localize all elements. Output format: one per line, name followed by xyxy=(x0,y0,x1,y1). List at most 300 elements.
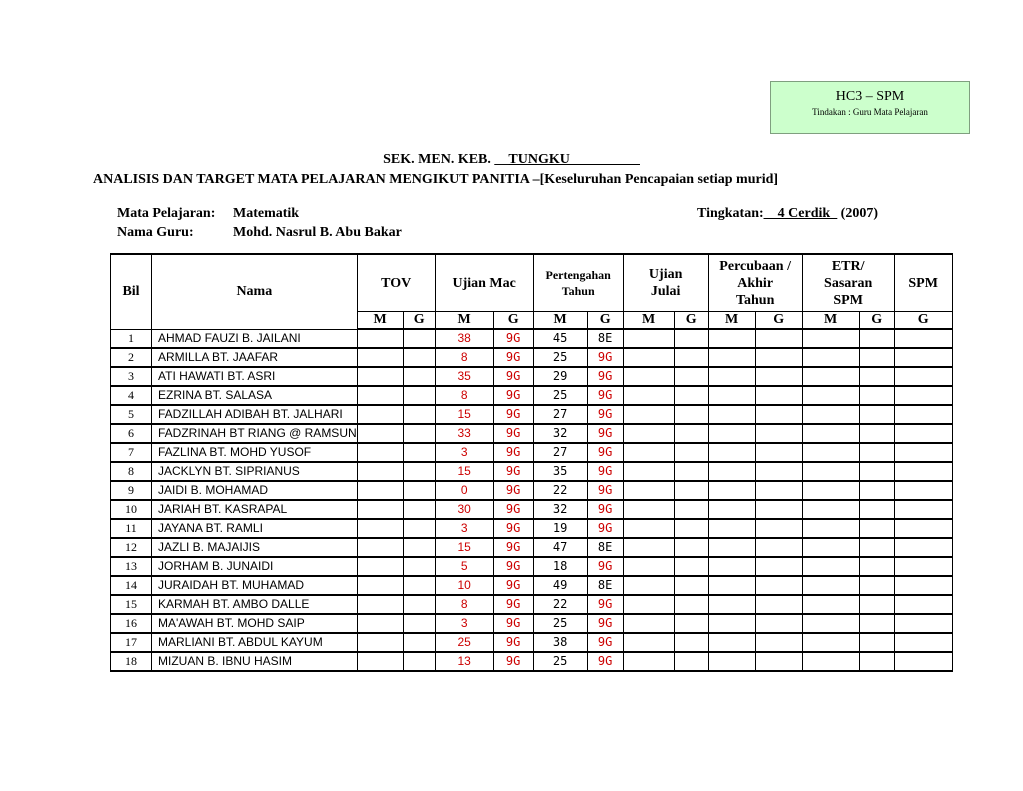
row-etr-m xyxy=(802,367,859,386)
row-pertengahan-m: 25 xyxy=(533,386,587,405)
col-mac-header: Ujian Mac xyxy=(435,254,533,312)
row-mac-m: 0 xyxy=(435,481,493,500)
row-pertengahan-g: 9G xyxy=(587,348,623,367)
row-nama: JAIDI B. MOHAMAD xyxy=(152,481,358,500)
row-tov-m xyxy=(357,367,403,386)
row-tov-m xyxy=(357,329,403,348)
row-mac-g: 9G xyxy=(493,348,533,367)
row-bil: 1 xyxy=(111,329,152,348)
row-nama: JAYANA BT. RAMLI xyxy=(152,519,358,538)
row-bil: 4 xyxy=(111,386,152,405)
row-percubaan-m xyxy=(708,424,755,443)
row-julai-g xyxy=(674,481,708,500)
row-julai-m xyxy=(623,633,674,652)
row-percubaan-m xyxy=(708,538,755,557)
row-nama: JURAIDAH BT. MUHAMAD xyxy=(152,576,358,595)
row-julai-g xyxy=(674,386,708,405)
row-etr-g xyxy=(859,500,894,519)
row-tov-g xyxy=(403,538,435,557)
row-julai-g xyxy=(674,557,708,576)
row-pertengahan-m: 27 xyxy=(533,443,587,462)
row-mac-g: 9G xyxy=(493,652,533,671)
sub-tov-g: G xyxy=(403,312,435,330)
row-spm-g xyxy=(894,595,952,614)
row-nama: ATI HAWATI BT. ASRI xyxy=(152,367,358,386)
row-pertengahan-g: 9G xyxy=(587,614,623,633)
row-etr-m xyxy=(802,500,859,519)
row-julai-m xyxy=(623,348,674,367)
row-etr-m xyxy=(802,576,859,595)
table-row xyxy=(111,443,953,462)
row-mac-g: 9G xyxy=(493,424,533,443)
row-mac-m: 33 xyxy=(435,424,493,443)
row-julai-g xyxy=(674,367,708,386)
row-tov-m xyxy=(357,519,403,538)
row-percubaan-g xyxy=(755,557,802,576)
row-pertengahan-g: 8E xyxy=(587,329,623,348)
row-etr-g xyxy=(859,557,894,576)
row-tov-m xyxy=(357,538,403,557)
row-pertengahan-m: 25 xyxy=(533,348,587,367)
sub-mac-m: M xyxy=(435,312,493,330)
row-pertengahan-g: 9G xyxy=(587,519,623,538)
subject-label: Mata Pelajaran: xyxy=(117,206,216,221)
level-label: Tingkatan: xyxy=(697,206,764,221)
col-bil-header: Bil xyxy=(111,254,152,329)
row-tov-g xyxy=(403,367,435,386)
row-tov-g xyxy=(403,557,435,576)
row-mac-m: 8 xyxy=(435,348,493,367)
row-pertengahan-m: 49 xyxy=(533,576,587,595)
row-percubaan-m xyxy=(708,519,755,538)
col-percubaan-line1: Percubaan / xyxy=(719,258,791,274)
row-pertengahan-m: 25 xyxy=(533,614,587,633)
table-row xyxy=(111,367,953,386)
row-percubaan-g xyxy=(755,443,802,462)
row-mac-m: 3 xyxy=(435,519,493,538)
row-pertengahan-g: 9G xyxy=(587,405,623,424)
row-percubaan-m xyxy=(708,329,755,348)
row-julai-g xyxy=(674,519,708,538)
row-percubaan-m xyxy=(708,443,755,462)
sub-percubaan-m: M xyxy=(708,312,755,330)
row-julai-g xyxy=(674,329,708,348)
row-tov-g xyxy=(403,424,435,443)
table-row xyxy=(111,386,953,405)
col-etr-header xyxy=(802,254,894,312)
row-etr-m xyxy=(802,481,859,500)
row-mac-g: 9G xyxy=(493,367,533,386)
row-percubaan-m xyxy=(708,386,755,405)
row-spm-g xyxy=(894,405,952,424)
row-mac-g: 9G xyxy=(493,538,533,557)
row-spm-g xyxy=(894,329,952,348)
row-etr-m xyxy=(802,538,859,557)
row-etr-m xyxy=(802,614,859,633)
row-julai-m xyxy=(623,405,674,424)
row-percubaan-g xyxy=(755,595,802,614)
row-tov-g xyxy=(403,633,435,652)
row-pertengahan-m: 27 xyxy=(533,405,587,424)
row-spm-g xyxy=(894,386,952,405)
row-tov-g xyxy=(403,519,435,538)
row-pertengahan-g: 9G xyxy=(587,424,623,443)
row-nama: MA'AWAH BT. MOHD SAIP xyxy=(152,614,358,633)
row-percubaan-g xyxy=(755,652,802,671)
row-pertengahan-m: 22 xyxy=(533,481,587,500)
row-percubaan-g xyxy=(755,538,802,557)
row-tov-g xyxy=(403,614,435,633)
sub-pertengahan-m: M xyxy=(533,312,587,330)
row-julai-g xyxy=(674,595,708,614)
row-percubaan-m xyxy=(708,500,755,519)
row-tov-g xyxy=(403,348,435,367)
row-mac-g: 9G xyxy=(493,405,533,424)
row-mac-g: 9G xyxy=(493,614,533,633)
row-spm-g xyxy=(894,633,952,652)
row-pertengahan-g: 9G xyxy=(587,633,623,652)
table-row xyxy=(111,424,953,443)
row-pertengahan-g: 9G xyxy=(587,481,623,500)
row-etr-m xyxy=(802,519,859,538)
row-nama: FAZLINA BT. MOHD YUSOF xyxy=(152,443,358,462)
row-pertengahan-m: 19 xyxy=(533,519,587,538)
row-etr-g xyxy=(859,348,894,367)
row-spm-g xyxy=(894,538,952,557)
row-julai-g xyxy=(674,348,708,367)
row-julai-m xyxy=(623,329,674,348)
col-percubaan-line2: Akhir xyxy=(737,275,774,291)
row-etr-m xyxy=(802,652,859,671)
school-prefix: SEK. MEN. KEB. __ xyxy=(383,152,509,167)
row-pertengahan-g: 9G xyxy=(587,557,623,576)
row-bil: 5 xyxy=(111,405,152,424)
row-mac-g: 9G xyxy=(493,519,533,538)
col-spm-header: SPM xyxy=(894,254,952,312)
row-julai-m xyxy=(623,443,674,462)
form-code-box xyxy=(770,81,970,134)
row-tov-g xyxy=(403,481,435,500)
row-percubaan-m xyxy=(708,405,755,424)
table-row xyxy=(111,538,953,557)
row-mac-m: 15 xyxy=(435,405,493,424)
level-info xyxy=(697,206,878,222)
row-etr-g xyxy=(859,633,894,652)
row-mac-g: 9G xyxy=(493,481,533,500)
row-bil: 16 xyxy=(111,614,152,633)
row-spm-g xyxy=(894,614,952,633)
row-tov-m xyxy=(357,595,403,614)
row-etr-g xyxy=(859,443,894,462)
row-julai-m xyxy=(623,519,674,538)
school-name: TUNGKU__________ xyxy=(508,152,640,167)
row-julai-m xyxy=(623,614,674,633)
row-julai-m xyxy=(623,652,674,671)
row-nama: FADZILLAH ADIBAH BT. JALHARI xyxy=(152,405,358,424)
row-percubaan-g xyxy=(755,614,802,633)
form-code: HC3 – SPM xyxy=(835,89,905,104)
row-mac-m: 38 xyxy=(435,329,493,348)
row-pertengahan-g: 8E xyxy=(587,538,623,557)
table-row xyxy=(111,633,953,652)
row-mac-m: 5 xyxy=(435,557,493,576)
sub-percubaan-g: G xyxy=(755,312,802,330)
row-mac-m: 8 xyxy=(435,595,493,614)
row-bil: 8 xyxy=(111,462,152,481)
row-nama: AHMAD FAUZI B. JAILANI xyxy=(152,329,358,348)
row-julai-g xyxy=(674,405,708,424)
row-nama: MIZUAN B. IBNU HASIM xyxy=(152,652,358,671)
row-pertengahan-g: 9G xyxy=(587,443,623,462)
row-nama: JARIAH BT. KASRAPAL xyxy=(152,500,358,519)
row-tov-m xyxy=(357,614,403,633)
row-tov-g xyxy=(403,462,435,481)
row-tov-m xyxy=(357,462,403,481)
row-etr-g xyxy=(859,329,894,348)
row-bil: 11 xyxy=(111,519,152,538)
row-percubaan-g xyxy=(755,462,802,481)
form-action: Tindakan : Guru Mata Pelajaran xyxy=(812,107,928,117)
row-etr-g xyxy=(859,424,894,443)
row-percubaan-m xyxy=(708,576,755,595)
table-row xyxy=(111,557,953,576)
row-etr-g xyxy=(859,386,894,405)
row-etr-g xyxy=(859,405,894,424)
row-pertengahan-m: 38 xyxy=(533,633,587,652)
row-bil: 6 xyxy=(111,424,152,443)
row-julai-m xyxy=(623,595,674,614)
row-mac-m: 13 xyxy=(435,652,493,671)
row-julai-g xyxy=(674,424,708,443)
row-pertengahan-m: 47 xyxy=(533,538,587,557)
row-mac-g: 9G xyxy=(493,595,533,614)
row-tov-g xyxy=(403,595,435,614)
row-pertengahan-m: 35 xyxy=(533,462,587,481)
row-etr-m xyxy=(802,633,859,652)
row-mac-g: 9G xyxy=(493,576,533,595)
row-percubaan-g xyxy=(755,367,802,386)
row-julai-m xyxy=(623,576,674,595)
row-mac-g: 9G xyxy=(493,443,533,462)
row-bil: 10 xyxy=(111,500,152,519)
row-spm-g xyxy=(894,367,952,386)
row-mac-g: 9G xyxy=(493,500,533,519)
row-julai-g xyxy=(674,500,708,519)
row-julai-g xyxy=(674,462,708,481)
row-percubaan-g xyxy=(755,633,802,652)
row-pertengahan-m: 18 xyxy=(533,557,587,576)
row-mac-g: 9G xyxy=(493,462,533,481)
col-percubaan-line3: Tahun xyxy=(735,292,775,308)
row-percubaan-g xyxy=(755,576,802,595)
row-tov-g xyxy=(403,386,435,405)
row-etr-m xyxy=(802,386,859,405)
row-tov-m xyxy=(357,443,403,462)
row-tov-g xyxy=(403,443,435,462)
row-tov-g xyxy=(403,500,435,519)
sub-pertengahan-g: G xyxy=(587,312,623,330)
col-pertengahan-line2: Tahun xyxy=(561,284,595,298)
row-etr-g xyxy=(859,614,894,633)
row-percubaan-g xyxy=(755,348,802,367)
row-percubaan-m xyxy=(708,481,755,500)
row-mac-m: 15 xyxy=(435,462,493,481)
row-percubaan-m xyxy=(708,462,755,481)
row-percubaan-m xyxy=(708,614,755,633)
school-title xyxy=(0,152,1023,168)
row-pertengahan-g: 9G xyxy=(587,386,623,405)
row-percubaan-m xyxy=(708,367,755,386)
row-pertengahan-m: 32 xyxy=(533,424,587,443)
row-pertengahan-g: 9G xyxy=(587,595,623,614)
row-nama: MARLIANI BT. ABDUL KAYUM xyxy=(152,633,358,652)
row-nama: FADZRINAH BT RIANG @ RAMSUN xyxy=(152,424,358,443)
marks-table xyxy=(110,253,953,672)
row-pertengahan-m: 25 xyxy=(533,652,587,671)
table-row xyxy=(111,500,953,519)
row-spm-g xyxy=(894,500,952,519)
table-row xyxy=(111,614,953,633)
row-etr-g xyxy=(859,519,894,538)
row-pertengahan-m: 45 xyxy=(533,329,587,348)
row-mac-m: 15 xyxy=(435,538,493,557)
row-tov-g xyxy=(403,405,435,424)
row-percubaan-g xyxy=(755,329,802,348)
row-bil: 17 xyxy=(111,633,152,652)
col-percubaan-header xyxy=(708,254,802,312)
row-etr-m xyxy=(802,424,859,443)
teacher-value: Mohd. Nasrul B. Abu Bakar xyxy=(233,225,402,240)
table-row xyxy=(111,405,953,424)
row-pertengahan-m: 29 xyxy=(533,367,587,386)
subject-value: Matematik xyxy=(233,206,300,221)
row-mac-g: 9G xyxy=(493,633,533,652)
row-pertengahan-m: 22 xyxy=(533,595,587,614)
row-etr-m xyxy=(802,557,859,576)
row-etr-m xyxy=(802,405,859,424)
row-tov-m xyxy=(357,576,403,595)
row-percubaan-g xyxy=(755,405,802,424)
row-julai-m xyxy=(623,424,674,443)
row-etr-g xyxy=(859,595,894,614)
sub-etr-g: G xyxy=(859,312,894,330)
marks-table-body xyxy=(111,329,953,671)
row-tov-m xyxy=(357,481,403,500)
col-julai-line2: Julai xyxy=(650,284,681,299)
row-etr-m xyxy=(802,348,859,367)
level-value: __4 Cerdik_ xyxy=(763,206,838,221)
table-row xyxy=(111,595,953,614)
row-mac-m: 25 xyxy=(435,633,493,652)
row-spm-g xyxy=(894,519,952,538)
row-tov-m xyxy=(357,348,403,367)
row-nama: EZRINA BT. SALASA xyxy=(152,386,358,405)
row-bil: 2 xyxy=(111,348,152,367)
row-etr-g xyxy=(859,481,894,500)
row-etr-m xyxy=(802,595,859,614)
row-bil: 12 xyxy=(111,538,152,557)
col-tov-header: TOV xyxy=(357,254,435,312)
row-nama: JAZLI B. MAJAIJIS xyxy=(152,538,358,557)
row-bil: 9 xyxy=(111,481,152,500)
row-julai-m xyxy=(623,500,674,519)
row-etr-g xyxy=(859,652,894,671)
col-etr-line2: Sasaran xyxy=(824,275,873,291)
teacher-label: Nama Guru: xyxy=(117,225,194,240)
col-etr-line3: SPM xyxy=(833,292,863,308)
col-julai-header xyxy=(623,254,708,312)
row-spm-g xyxy=(894,462,952,481)
row-bil: 14 xyxy=(111,576,152,595)
row-percubaan-g xyxy=(755,424,802,443)
row-pertengahan-g: 9G xyxy=(587,500,623,519)
table-row xyxy=(111,348,953,367)
row-mac-g: 9G xyxy=(493,557,533,576)
row-tov-g xyxy=(403,652,435,671)
row-julai-m xyxy=(623,386,674,405)
row-bil: 7 xyxy=(111,443,152,462)
row-etr-g xyxy=(859,462,894,481)
col-pertengahan-header xyxy=(533,254,623,312)
row-julai-g xyxy=(674,633,708,652)
row-nama: JACKLYN BT. SIPRIANUS xyxy=(152,462,358,481)
row-etr-m xyxy=(802,329,859,348)
col-nama-header: Nama xyxy=(152,254,358,329)
row-nama: ARMILLA BT. JAAFAR xyxy=(152,348,358,367)
table-row xyxy=(111,481,953,500)
row-etr-g xyxy=(859,367,894,386)
row-percubaan-m xyxy=(708,557,755,576)
table-row xyxy=(111,576,953,595)
row-mac-g: 9G xyxy=(493,386,533,405)
level-year: (2007) xyxy=(837,206,878,221)
row-bil: 15 xyxy=(111,595,152,614)
row-etr-g xyxy=(859,538,894,557)
row-percubaan-m xyxy=(708,348,755,367)
table-row xyxy=(111,329,953,348)
row-spm-g xyxy=(894,348,952,367)
sub-julai-m: M xyxy=(623,312,674,330)
row-etr-m xyxy=(802,443,859,462)
row-pertengahan-g: 9G xyxy=(587,462,623,481)
col-pertengahan-line1: Pertengahan xyxy=(545,268,611,282)
row-percubaan-g xyxy=(755,386,802,405)
row-pertengahan-g: 8E xyxy=(587,576,623,595)
row-spm-g xyxy=(894,443,952,462)
row-julai-m xyxy=(623,462,674,481)
row-mac-m: 3 xyxy=(435,614,493,633)
row-tov-m xyxy=(357,386,403,405)
row-pertengahan-g: 9G xyxy=(587,652,623,671)
row-julai-g xyxy=(674,538,708,557)
sub-julai-g: G xyxy=(674,312,708,330)
row-spm-g xyxy=(894,424,952,443)
row-percubaan-m xyxy=(708,595,755,614)
row-percubaan-g xyxy=(755,481,802,500)
row-nama: JORHAM B. JUNAIDI xyxy=(152,557,358,576)
row-spm-g xyxy=(894,576,952,595)
row-mac-m: 30 xyxy=(435,500,493,519)
sub-tov-m: M xyxy=(357,312,403,330)
row-tov-g xyxy=(403,576,435,595)
row-tov-m xyxy=(357,633,403,652)
row-julai-g xyxy=(674,614,708,633)
row-julai-m xyxy=(623,367,674,386)
row-julai-g xyxy=(674,576,708,595)
row-tov-m xyxy=(357,500,403,519)
row-spm-g xyxy=(894,557,952,576)
row-julai-m xyxy=(623,538,674,557)
